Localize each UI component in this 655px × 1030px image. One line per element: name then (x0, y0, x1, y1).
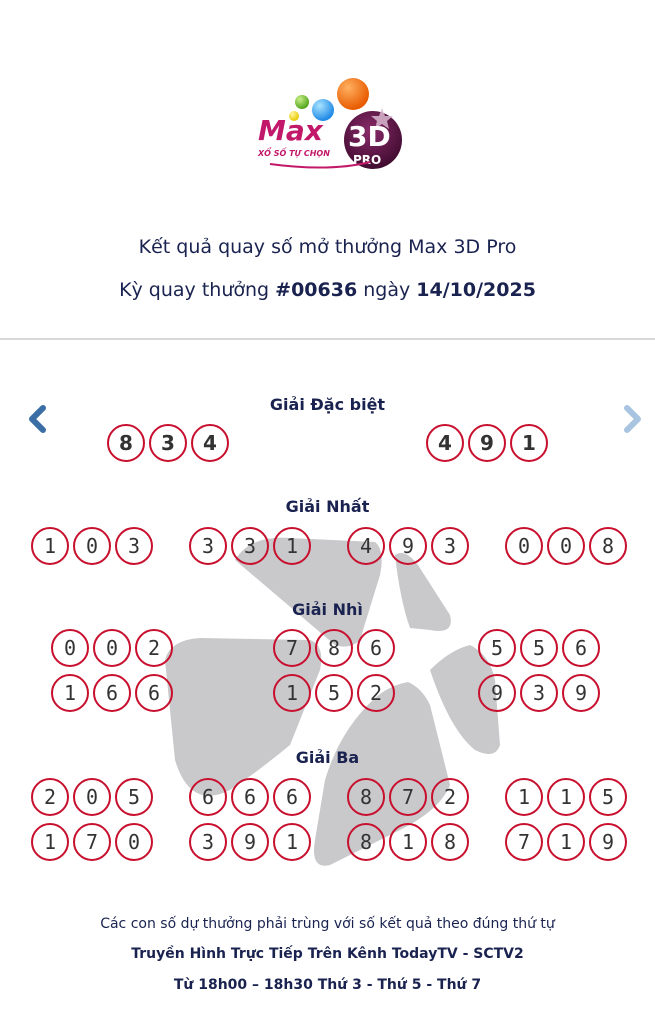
second-prize-group-1 (51, 629, 173, 667)
prize-title-second: Giải Nhì (292, 600, 363, 619)
number-ball: 3 (231, 527, 269, 565)
number-ball: 1 (273, 823, 311, 861)
number-ball: 7 (273, 629, 311, 667)
number-ball: 5 (589, 778, 627, 816)
second-prize-group-5 (273, 674, 395, 712)
first-prize-group-1 (31, 527, 153, 565)
number-ball: 5 (315, 674, 353, 712)
number-ball: 2 (431, 778, 469, 816)
svg-text:PRO: PRO (353, 153, 382, 167)
prize-title-third: Giải Ba (295, 748, 360, 767)
logo-graphic (250, 72, 410, 177)
prize-title-special: Giải Đặc biệt (269, 395, 386, 414)
number-ball: 0 (115, 823, 153, 861)
first-prize-group-2 (189, 527, 311, 565)
number-ball: 1 (273, 527, 311, 565)
number-ball: 8 (347, 823, 385, 861)
third-prize-group-8 (505, 823, 627, 861)
number-ball: 3 (520, 674, 558, 712)
number-ball: 5 (520, 629, 558, 667)
second-prize-group-3 (478, 629, 600, 667)
prize-title-first: Giải Nhất (285, 497, 370, 516)
first-prize-group-3 (347, 527, 469, 565)
third-prize-group-2 (189, 778, 311, 816)
number-ball: 3 (189, 527, 227, 565)
number-ball: 9 (389, 527, 427, 565)
svg-text:3D: 3D (348, 120, 391, 153)
third-prize-group-1 (31, 778, 153, 816)
number-ball: 0 (51, 629, 89, 667)
number-ball: 1 (510, 424, 548, 462)
number-ball: 0 (73, 527, 111, 565)
broadcast-info: Truyền Hình Trực Tiếp Trên Kênh TodayTV - SCTV2 (131, 946, 524, 962)
number-ball: 0 (505, 527, 543, 565)
number-ball: 8 (589, 527, 627, 565)
number-ball: 1 (51, 674, 89, 712)
number-ball: 0 (547, 527, 585, 565)
number-ball: 1 (389, 823, 427, 861)
number-ball: 0 (73, 778, 111, 816)
header-divider (0, 338, 655, 340)
svg-text:Max: Max (258, 114, 323, 147)
second-prize-group-6 (478, 674, 600, 712)
number-ball: 9 (478, 674, 516, 712)
svg-text:XỔ SỐ TỰ CHỌN: XỔ SỐ TỰ CHỌN (258, 149, 330, 158)
number-ball: 1 (547, 778, 585, 816)
second-prize-group-2 (273, 629, 395, 667)
number-ball: 1 (505, 778, 543, 816)
draw-date: 14/10/2025 (416, 279, 536, 301)
number-ball: 6 (231, 778, 269, 816)
number-ball: 5 (115, 778, 153, 816)
third-prize-group-7 (347, 823, 469, 861)
number-ball: 8 (347, 778, 385, 816)
number-ball: 1 (31, 527, 69, 565)
number-ball: 3 (115, 527, 153, 565)
number-ball: 8 (431, 823, 469, 861)
number-ball: 0 (93, 629, 131, 667)
max3dpro-logo (250, 72, 410, 177)
third-prize-group-5 (31, 823, 153, 861)
date-prefix: ngày (363, 279, 411, 301)
number-ball: 6 (189, 778, 227, 816)
number-ball: 9 (468, 424, 506, 462)
number-ball: 2 (135, 629, 173, 667)
number-ball: 2 (31, 778, 69, 816)
rule-note: Các con số dự thưởng phải trùng với số kết quả theo đúng thứ tự (100, 916, 555, 932)
special-prize-group-1 (107, 424, 229, 462)
number-ball: 9 (231, 823, 269, 861)
number-ball: 4 (347, 527, 385, 565)
number-ball: 2 (357, 674, 395, 712)
third-prize-group-4 (505, 778, 627, 816)
number-ball: 8 (315, 629, 353, 667)
number-ball: 8 (107, 424, 145, 462)
schedule-info: Từ 18h00 – 18h30 Thứ 3 - Thứ 5 - Thứ 7 (173, 977, 482, 993)
number-ball: 6 (357, 629, 395, 667)
draw-number: #00636 (275, 279, 358, 301)
special-prize-group-2 (426, 424, 548, 462)
page-title: Kết quả quay số mở thưởng Max 3D Pro (138, 236, 517, 258)
number-ball: 6 (93, 674, 131, 712)
number-ball: 7 (73, 823, 111, 861)
second-prize-group-4 (51, 674, 173, 712)
number-ball: 1 (547, 823, 585, 861)
draw-prefix: Kỳ quay thưởng (119, 279, 270, 301)
number-ball: 6 (273, 778, 311, 816)
third-prize-group-6 (189, 823, 311, 861)
third-prize-group-3 (347, 778, 469, 816)
number-ball: 4 (426, 424, 464, 462)
number-ball: 3 (149, 424, 187, 462)
number-ball: 3 (431, 527, 469, 565)
number-ball: 5 (478, 629, 516, 667)
first-prize-group-4 (505, 527, 627, 565)
number-ball: 4 (191, 424, 229, 462)
number-ball: 6 (135, 674, 173, 712)
number-ball: 7 (389, 778, 427, 816)
draw-info (0, 279, 655, 301)
number-ball: 9 (562, 674, 600, 712)
number-ball: 1 (273, 674, 311, 712)
number-ball: 7 (505, 823, 543, 861)
number-ball: 1 (31, 823, 69, 861)
number-ball: 9 (589, 823, 627, 861)
number-ball: 6 (562, 629, 600, 667)
number-ball: 3 (189, 823, 227, 861)
